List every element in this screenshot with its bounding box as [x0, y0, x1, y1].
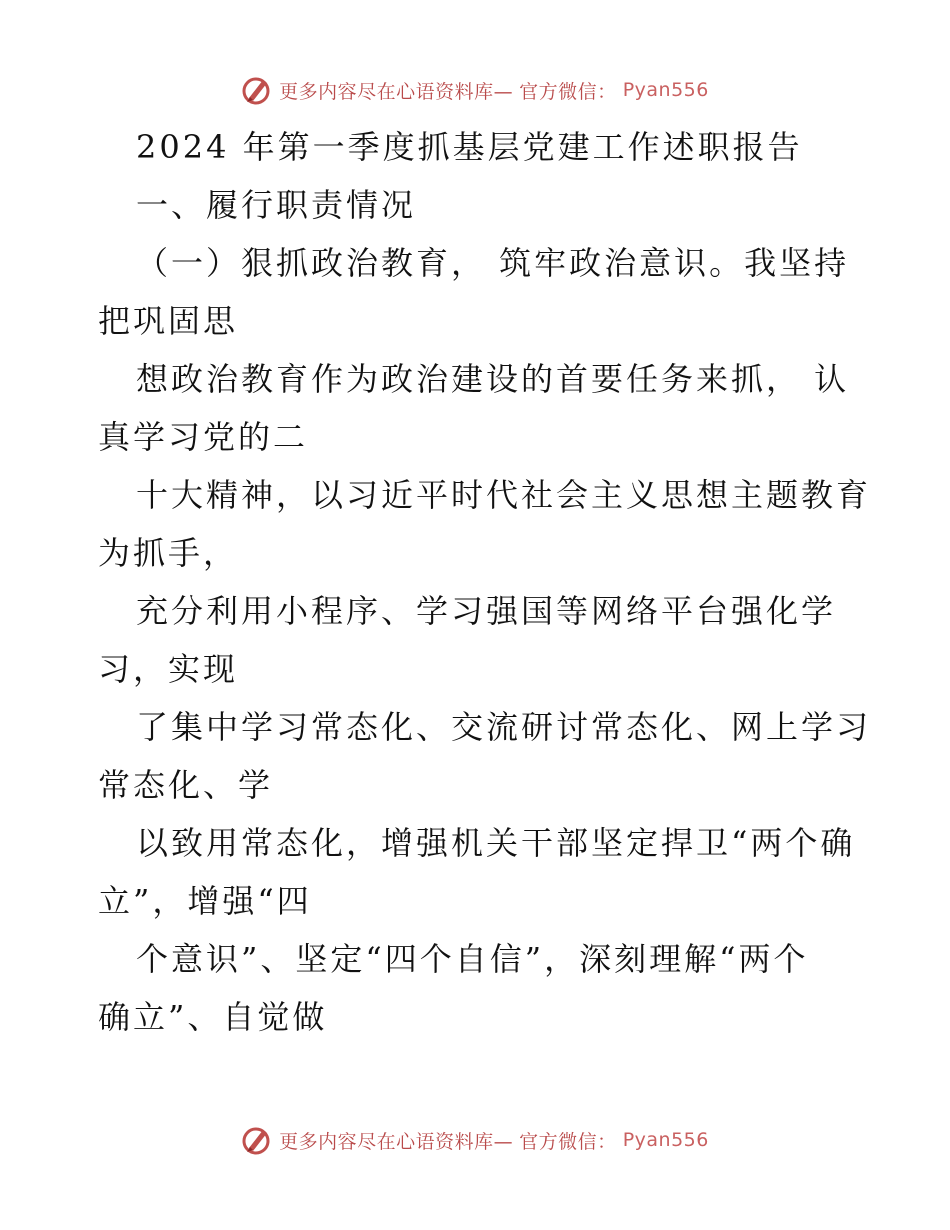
watermark-label: 官方微信：	[519, 1130, 617, 1153]
watermark-account: Pyan556	[622, 1129, 709, 1151]
paragraph-line: 把巩固思	[98, 302, 239, 340]
document-title: 2024 年第一季度抓基层党建工作述职报告	[136, 128, 803, 166]
section-heading: 一、履行职责情况	[136, 186, 417, 224]
paragraph-line: 个意识”、坚定“四个自信”，深刻理解“两个	[136, 940, 809, 978]
paragraph-line: 习，实现	[98, 650, 239, 688]
paragraph-line: 以致用常态化，增强机关干部坚定捍卫“两个确	[136, 824, 856, 862]
watermark-label: 官方微信：	[519, 80, 617, 103]
paragraph-line: 十大精神，以习近平时代社会主义思想主题教育	[136, 476, 872, 514]
watermark-account: Pyan556	[622, 79, 709, 101]
paragraph-line: 立”，增强“四	[98, 882, 312, 920]
document-body	[98, 118, 872, 1046]
header-watermark	[0, 70, 950, 110]
watermark-text: 更多内容尽在心语资料库—	[279, 1130, 514, 1153]
pen-seal-icon	[241, 74, 273, 106]
footer-watermark	[0, 1120, 950, 1160]
paragraph-line: 充分利用小程序、学习强国等网络平台强化学	[136, 592, 837, 630]
watermark-text: 更多内容尽在心语资料库—	[279, 80, 514, 103]
paragraph-line: 了集中学习常态化、交流研讨常态化、网上学习	[136, 708, 872, 746]
pen-seal-icon	[241, 1124, 273, 1156]
paragraph-line: 想政治教育作为政治建设的首要任务来抓， 认	[136, 360, 850, 398]
paragraph-line: 确立”、自觉做	[98, 998, 328, 1036]
paragraph-line: （一）狠抓政治教育， 筑牢政治意识。我坚持	[136, 244, 850, 282]
paragraph-line: 常态化、学	[98, 766, 274, 804]
paragraph-line: 为抓手，	[98, 534, 239, 572]
paragraph-line: 真学习党的二	[98, 418, 309, 456]
